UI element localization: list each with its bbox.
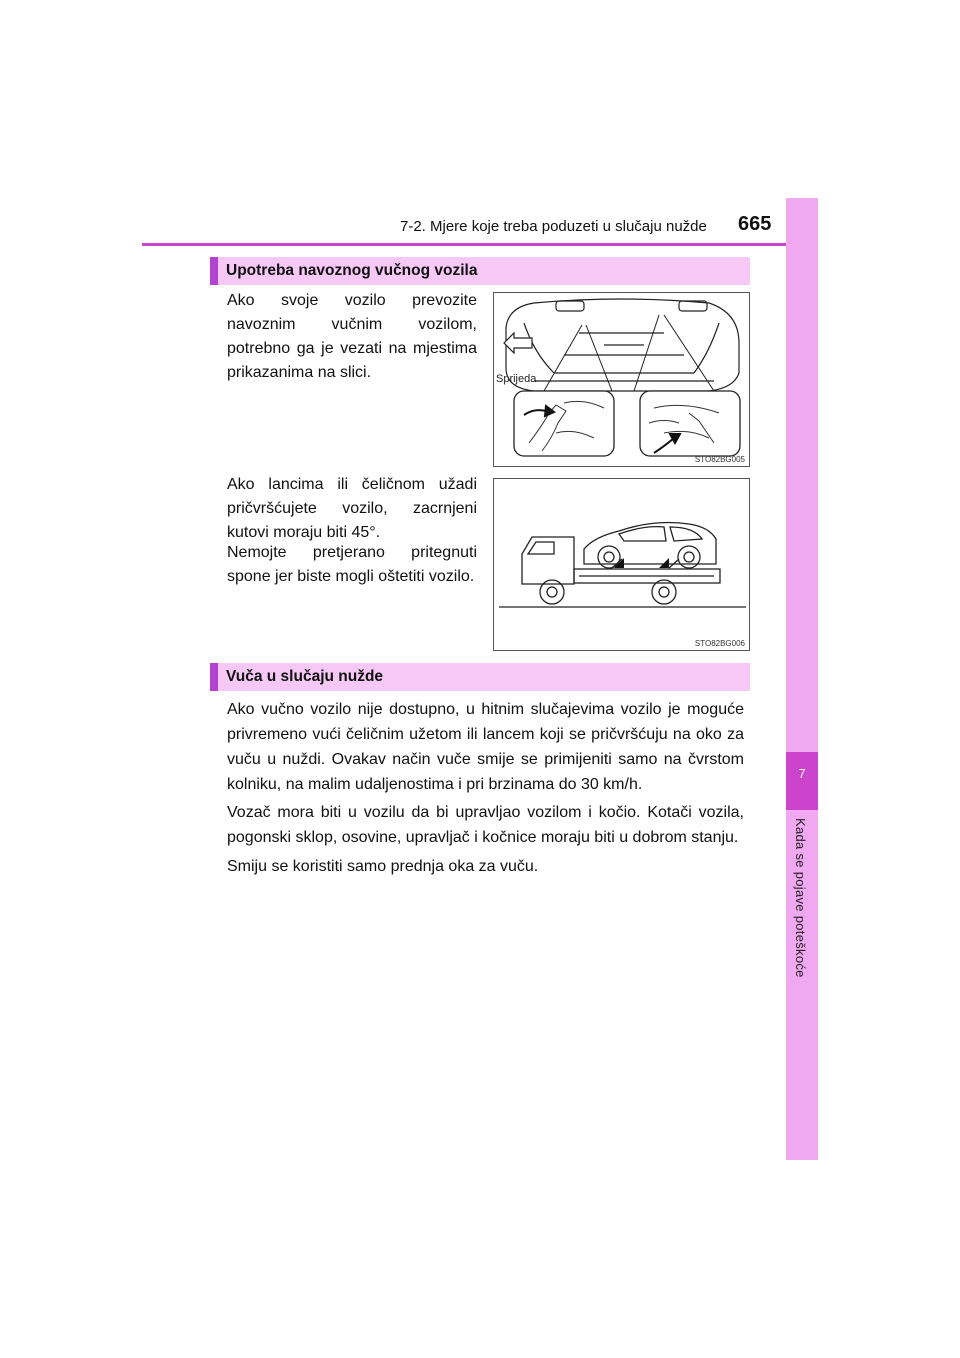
- figure-code: STO82BG006: [694, 639, 745, 648]
- section-heading-flatbed: [210, 257, 750, 285]
- header-title: 7-2. Mjere koje treba poduzeti u slučaju nužde: [400, 218, 707, 235]
- figure-code: STO82BG005: [694, 455, 745, 464]
- paragraph-chain-angle: Ako lancima ili čeličnom užadi pričvršćujete vozilo, zacrnjeni kutovi moraju biti 45°.: [227, 476, 477, 541]
- chapter-tab-active: [786, 752, 818, 810]
- section-heading-emergency-towing: [210, 663, 750, 691]
- front-label: Sprijeda: [496, 373, 537, 385]
- chapter-label: Kada se pojave poteškoće: [793, 818, 808, 978]
- paragraph-flatbed-intro: Ako svoje vozilo prevozite navoznim vučnim vozilom, potrebno ga je vezati na mjestima prikazanima na slici.: [227, 292, 477, 381]
- chapter-side-tab: [786, 198, 818, 1160]
- paragraph-driver-requirements: Vozač mora biti u vozilu da bi upravljao vozilom i kočio. Kotači vozila, pogonski sklop, osovine, upravljač i kočnice moraju biti u dobrom stanju.: [227, 804, 744, 846]
- section-accent: [210, 663, 218, 691]
- header-divider: [142, 243, 818, 246]
- section-title: Upotreba navoznog vučnog vozila: [226, 262, 478, 279]
- chapter-number: 7: [798, 766, 806, 781]
- figure-tie-down-points: [493, 292, 750, 467]
- paragraph-emergency-towing: Ako vučno vozilo nije dostupno, u hitnim slučajevima vozilo je moguće privremeno vući čeličnim užetom ili lancem koji se pričvršćuju na oko za vuču u nuždi. Ovakav način vuče smije se primijeniti samo na čvrstom kolniku, na malim udaljenostima i pri brzinama do 30 km/h.: [227, 701, 744, 793]
- section-accent: [210, 257, 218, 285]
- flatbed-truck-illustration: [494, 479, 749, 650]
- paragraph-front-eyes-only: Smiju se koristiti samo prednja oka za vuču.: [227, 858, 539, 875]
- figure-flatbed-truck: [493, 478, 750, 651]
- page-number: 665: [738, 213, 772, 235]
- section-title: Vuča u slučaju nužde: [226, 668, 384, 685]
- paragraph-tie-warning: Nemojte pretjerano pritegnuti spone jer biste mogli oštetiti vozilo.: [227, 544, 477, 585]
- front-arrow-icon: [504, 333, 532, 353]
